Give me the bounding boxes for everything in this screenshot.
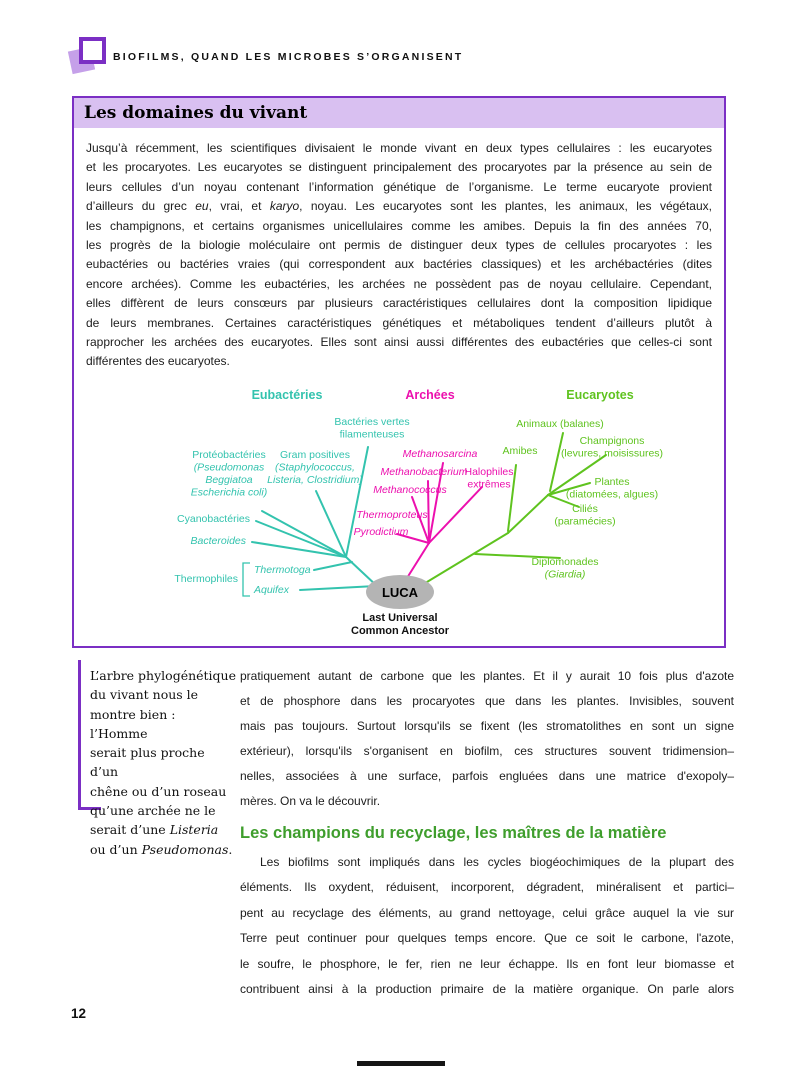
- text-line: du vivant nous le: [90, 687, 199, 703]
- text-line: les champignons, et certains organismes unicellulaires comme les amibes. Depuis la fin des années 70,: [86, 218, 712, 233]
- tree-label: Champignons (levures, moisissures): [560, 435, 664, 460]
- tree-edge: [550, 433, 563, 491]
- text-line: Les biofilms sont impliqués dans les cycles biogéochimiques de la plupart des: [260, 855, 734, 869]
- text-line: rapprocher les archées des eucaryotes. Elles sont ainsi aussi différentes des eubactéries que celles-ci sont: [86, 335, 712, 350]
- tree-label: Halophiles extrêmes: [464, 466, 514, 491]
- text-line: d’ailleurs du grec eu, vrai, et karyo, noyau. Les eucaryotes sont les plantes, les animaux, les végétaux,: [86, 199, 712, 214]
- text-line: et les procaryotes. Les eucaryotes se distinguent principalement des procaryotes par la présence au sein de: [86, 160, 712, 175]
- text-line: eubactéries ou bactéries vraies (qui correspondent aux bactéries classiques) et les archébactéries (dites: [86, 257, 712, 272]
- tree-label: Methanobacterium: [380, 466, 468, 478]
- text-line: les progrès de la biologie moléculaire ont permis de distinguer deux types de cellules procaryotes : les: [86, 238, 712, 253]
- tree-label: Thermotoga: [254, 564, 311, 576]
- paragraph-continuation: [240, 664, 734, 814]
- tree-edge: [314, 562, 352, 570]
- tree-label: Cyanobactéries: [177, 513, 250, 525]
- margin-note: [90, 666, 236, 859]
- tree-label: Ciliés (paramécies): [554, 503, 616, 528]
- text-line: nelles, associées à une surface, parfois engluées dans une matrice d'exopoly–: [240, 769, 734, 783]
- main-column: [240, 664, 734, 1002]
- tree-label: Pyrodictium: [353, 526, 409, 538]
- tree-label: Eucaryotes: [566, 388, 634, 402]
- luca-label: LUCA: [381, 585, 419, 600]
- logo-front-square: [79, 37, 106, 64]
- text-line: serait plus proche d’un: [90, 745, 205, 780]
- text-line: leurs cellules d’un noyau contenant l’information génétique de l’organisme. Le terme eucaryote provient: [86, 179, 712, 194]
- text-line: extérieur), lorsqu'ils s'organisent en biofilm, ces structures souvent tridimension–: [240, 744, 734, 758]
- tree-label: Thermophiles: [174, 573, 238, 585]
- text-line: montre bien : l’Homme: [90, 706, 176, 741]
- tree-edge: [422, 533, 508, 585]
- box-title: Les domaines du vivant: [74, 98, 724, 128]
- text-line: éléments. Ils oxydent, réduisent, incorporent, dégradent, minéralisent et partici–: [240, 880, 734, 895]
- tree-label: Aquifex: [254, 584, 290, 596]
- text-line: pent au recyclage des éléments, au grand nettoyage, celui grâce auquel la vie sur: [240, 905, 734, 920]
- biofilms-logo-icon: [70, 36, 106, 78]
- text-line: de leurs membranes. Certaines caractéristiques génétiques et métaboliques tendent d’ailleurs plutôt à: [86, 315, 712, 330]
- tree-label: Protéobactéries (Pseudomonas Beggiatoa Escherichia coli): [190, 449, 268, 499]
- thermophiles-bracket-icon: [243, 563, 250, 596]
- tree-edge: [300, 586, 376, 590]
- text-line: contribuent ainsi à la production primaire de la matière organique. On parle alors: [240, 982, 734, 997]
- phylogenetic-tree: [150, 385, 710, 643]
- bottom-edge-mark: [357, 1061, 445, 1066]
- page-header: [70, 34, 463, 80]
- text-line: serait d’une Listeria: [90, 822, 219, 838]
- tree-label: Amibes: [502, 445, 538, 457]
- luca-sublabel: Last Universal Common Ancestor: [351, 612, 449, 637]
- text-line: Jusqu’à récemment, les scientifiques divisaient le monde vivant en deux types cellulaires : les eucaryotes: [86, 141, 712, 155]
- text-line: L’arbre phylogénétique: [90, 668, 237, 683]
- text-line: chêne ou d’un roseau: [90, 783, 227, 799]
- tree-label: Animaux (balanes): [516, 418, 604, 430]
- text-line: pratiquement autant de carbone que les plantes. Et il y aurait 10 fois plus d'azote: [240, 669, 734, 683]
- text-line: ou d’un Pseudomonas.: [90, 841, 233, 857]
- text-line: elles diffèrent de leurs consœurs par plusieurs caractéristiques cellulaires dont la composition lipidique: [86, 296, 712, 311]
- tree-label: Thermoproteus: [356, 509, 428, 521]
- text-line: encore archées). Comme les eubactéries, les archées ne possèdent pas de noyau cellulaire. Cependant,: [86, 276, 712, 291]
- tree-label: Archées: [405, 388, 455, 402]
- section-heading: Les champions du recyclage, les maîtres de la matière: [240, 824, 667, 842]
- tree-edge: [508, 495, 548, 533]
- tree-label: Bactéries vertes filamenteuses: [334, 416, 410, 441]
- tree-label: Methanococcus: [373, 484, 447, 496]
- running-head: BIOFILMS, QUAND LES MICROBES S’ORGANISENT: [113, 51, 464, 63]
- box-paragraph: [86, 139, 712, 372]
- page-number: 12: [71, 1006, 87, 1021]
- tree-label: Methanosarcina: [402, 448, 478, 460]
- tree-label: Bacteroides: [190, 535, 246, 547]
- tree-label: Gram positives (Staphylococcus, Listeria, Clostridium): [267, 449, 363, 486]
- paragraph-recycling: [240, 850, 734, 1002]
- text-line: Terre peut continuer pour quelques temps encore. Que ce soit le carbone, l'azote,: [240, 931, 734, 946]
- text-line: différentes des eucaryotes.: [86, 354, 230, 369]
- tree-edge: [407, 543, 429, 578]
- text-line: qu’une archée ne le: [90, 803, 216, 819]
- text-line: mères. On va le découvrir.: [240, 794, 381, 808]
- tree-label: Diplomonades (Giardia): [531, 556, 599, 581]
- domain-box: [72, 96, 726, 648]
- tree-label: Plantes (diatomées, algues): [565, 476, 659, 501]
- tree-label: Eubactéries: [251, 388, 323, 402]
- text-line: mais pas toujours. Surtout lorsqu'ils se fixent (les stromatolithes en sont un signe: [240, 719, 734, 733]
- text-line: le soufre, le phosphore, le fer, rien ne leur échappe. Ils en font leur biomasse et: [240, 956, 734, 971]
- text-line: et de phosphore dans les procaryotes que dans les plantes. Invisibles, souvent: [240, 694, 734, 708]
